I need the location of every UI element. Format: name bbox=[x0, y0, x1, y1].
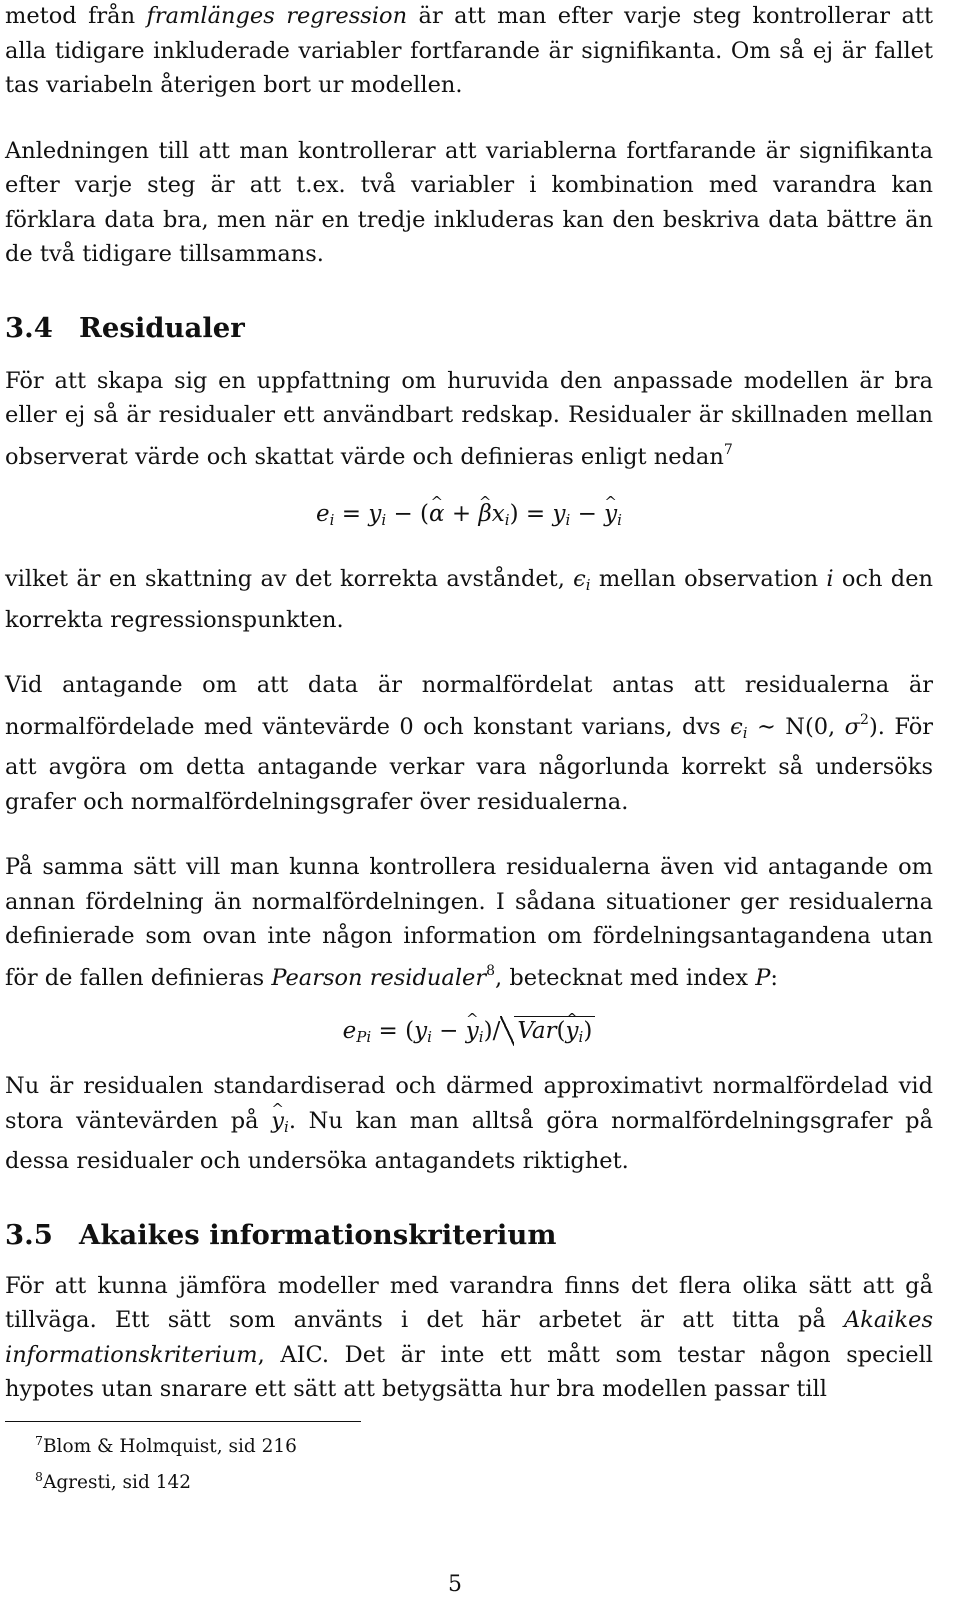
equation-pearson-residual: $e_{Pi} = (y_i$ − ^ $y_i)/$ Var(^ $y_i$) bbox=[5, 1013, 933, 1055]
paragraph-residual-estimate: vilket är en skattning av det korrekta avståndet, $\epsilon_i$ mellan observation i och den korrekta regressionspunkten. bbox=[5, 566, 934, 633]
term-pearson-residuals: Pearson residualer bbox=[271, 964, 487, 991]
footnote-8: $^8$Agresti, sid 142 bbox=[35, 1468, 191, 1493]
footnote-ref-7[interactable]: 7 bbox=[723, 441, 733, 458]
paragraph-residuals-intro: För att skapa sig en uppfattning om huruvida den anpassade modellen är bra eller ej så är residualer ett användbart redskap. Residualer är skillnaden mellan observerat värde och skattat värde och definieras enligt nedan$^7$ bbox=[5, 367, 933, 470]
section-heading-3-4: 3.4 Residualer bbox=[5, 311, 245, 344]
paragraph-regression-method: metod från framlänges regression är att man efter varje steg kontrollerar att alla tidigare inkluderade variabler fortfarande är signifikanta. Om så ej är fallet tas variabeln återigen bort ur modellen. bbox=[5, 3, 933, 98]
footnote-7: $^7$Blom & Holmquist, sid 216 bbox=[35, 1432, 297, 1457]
paragraph-aic: För att kunna jämföra modeller med varandra finns det flera olika sätt att gå tillväga. Ett sätt som använts i det här arbetet är att titta på Akaikes informationskriterium, AIC. Det är inte ett mått som testar någon speciell hypotes utan snarare ett sätt att betygsätta hur bra modellen passar till bbox=[5, 1272, 933, 1402]
equation-residual: $e_i = y_i$ − (^ α + ^ $\beta x_i) = y_i$ − ^ $y_i$ bbox=[5, 496, 933, 538]
paragraph-pearson: På samma sätt vill man kunna kontrollera residualerna även vid antagande om annan fördelning än normalfördelningen. I sådana situationer ger residualerna definierade som ovan inte någon information om fördelningsantagandena utan för de fallen definieras Pearson residualer$^8$, betecknat med index P: bbox=[5, 854, 933, 991]
document-page bbox=[5, 0, 933, 1498]
section-heading-3-5: 3.5 Akaikes informationskriterium bbox=[5, 1218, 557, 1251]
paragraph-standardized: Nu är residualen standardiserad och därmed approximativt normalfördelad vid stora väntevärden på ^ $y_i$. Nu kan man alltså göra normalfördelningsgrafer på dessa residualer och undersöka antagandets riktighet. bbox=[5, 1069, 933, 1179]
term-forward-regression: framlänges regression bbox=[146, 3, 408, 29]
paragraph-reason: Anledningen till att man kontrollerar att variablerna fortfarande är signifikanta efter varje steg är att t.ex. två variabler i kombination med varandra kan förklara data bra, men när en tredje inkluderas kan den beskriva data bättre än de två tidigare tillsammans. bbox=[5, 137, 933, 267]
footnote-ref-8[interactable]: 8 bbox=[486, 962, 496, 979]
paragraph-normal-assumption: Vid antagande om att data är normalfördelat antas att residualerna är normalfördelade med väntevärde 0 och konstant varians, dvs $\epsilon_i$ ∼ N(0, $\sigma^2$). För att avgöra om detta antagande verkar vara någorlunda korrekt så undersöks grafer och normalfördelningsgrafer över residualerna. bbox=[5, 672, 933, 815]
term-aic: Akaikes informationskriterium bbox=[5, 1307, 933, 1368]
page-number: 5 bbox=[448, 1572, 462, 1597]
